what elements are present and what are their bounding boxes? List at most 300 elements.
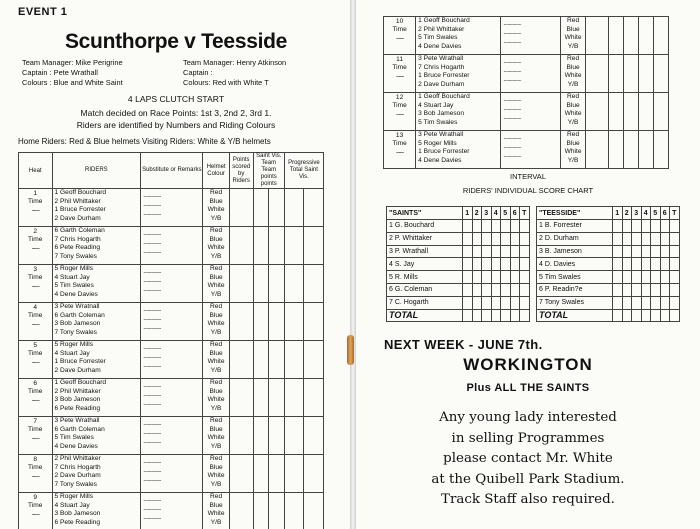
helmet-colour: White xyxy=(207,434,225,442)
rider-name: 4 Stuart Jay xyxy=(54,349,90,357)
score-cell xyxy=(632,258,642,271)
rider-name: 6 Pete Reading xyxy=(54,404,100,412)
rider-name: 5 Roger Mills xyxy=(54,265,94,272)
score-cell xyxy=(622,283,632,296)
heat-number: 10 xyxy=(395,18,404,25)
score-column-header: 4 xyxy=(491,207,501,220)
saint-team-points-cell xyxy=(253,303,269,341)
score-cell xyxy=(613,271,623,284)
rider-name: 2 Phil Whittaker xyxy=(54,197,101,205)
helmet-colour: Blue xyxy=(209,425,223,433)
substitute-dots: ..................... xyxy=(143,306,161,313)
helmet-colour-cell xyxy=(560,17,585,55)
rider-name: 5 Roger Mills xyxy=(54,493,94,500)
saint-team-points-cell xyxy=(253,265,269,303)
substitute-dots: ..................... xyxy=(143,429,161,436)
substitute-dots: ..................... xyxy=(503,67,521,74)
score-cell xyxy=(651,271,661,284)
time-dots: ......... xyxy=(31,472,40,479)
heat-row xyxy=(19,493,324,529)
time-label: Time xyxy=(28,426,43,433)
score-cell xyxy=(622,258,632,271)
substitute-cell xyxy=(141,341,203,379)
substitute-cell xyxy=(141,265,203,303)
heat-number: 4 xyxy=(33,304,38,311)
saint-team-points-cell xyxy=(609,55,624,93)
score-cell xyxy=(520,232,530,245)
score-cell xyxy=(622,245,632,258)
rider-name: 6 Pete Reading xyxy=(54,244,100,252)
heat-number: 12 xyxy=(395,94,404,101)
total-cell xyxy=(660,309,670,322)
time-label: Time xyxy=(392,140,407,147)
time-dots: ......... xyxy=(31,206,40,213)
rider-name: 5 Tim Swales xyxy=(418,118,458,126)
notice-line: Any young lady interested xyxy=(439,410,617,425)
riders-cell xyxy=(416,131,501,169)
score-cell xyxy=(463,283,473,296)
substitute-cell xyxy=(501,17,561,55)
score-cell xyxy=(670,271,680,284)
progressive-visitor-cell xyxy=(304,493,324,529)
rider-name: 2 Dave Durham xyxy=(54,366,101,374)
helmet-colour-cell xyxy=(560,93,585,131)
substitute-dots: ..................... xyxy=(503,58,521,65)
teesside-info xyxy=(183,58,286,88)
riders-cell xyxy=(52,189,141,227)
score-cell xyxy=(491,220,501,233)
saint-team-points-cell xyxy=(253,189,269,227)
score-rider-name: 4 D. Davies xyxy=(537,258,613,271)
score-cell xyxy=(520,245,530,258)
substitute-dots: ..................... xyxy=(503,29,521,36)
substitute-cell xyxy=(141,493,203,529)
score-chart-header xyxy=(387,207,530,220)
score-row xyxy=(537,245,680,258)
heat-table-continued xyxy=(383,16,669,169)
total-cell xyxy=(670,309,680,322)
score-rider-name: 2 D. Durham xyxy=(537,232,613,245)
helmet-colour: Blue xyxy=(209,463,223,471)
score-column-header: 1 xyxy=(613,207,623,220)
total-cell xyxy=(472,309,482,322)
helmet-colour: Red xyxy=(210,265,223,272)
score-cell xyxy=(632,271,642,284)
substitute-dots: ..................... xyxy=(143,420,161,427)
helmet-colour: Y/B xyxy=(567,42,579,50)
progressive-visitor-cell xyxy=(304,303,324,341)
score-cell xyxy=(660,220,670,233)
substitute-dots: ..................... xyxy=(143,400,161,407)
score-cell xyxy=(501,283,511,296)
total-cell xyxy=(613,309,623,322)
substitute-dots: ..................... xyxy=(503,143,521,150)
heat-number: 6 xyxy=(33,380,38,387)
score-cell xyxy=(632,220,642,233)
helmet-colour: White xyxy=(207,472,225,480)
progressive-visitor-cell xyxy=(304,227,324,265)
substitute-dots: ..................... xyxy=(143,496,161,503)
visitor-team-points-cell xyxy=(269,227,285,265)
heat-number: 13 xyxy=(395,132,404,139)
substitute-dots: ..................... xyxy=(143,210,161,217)
score-row xyxy=(537,271,680,284)
total-label: TOTAL xyxy=(537,309,613,322)
saint-team-points-cell xyxy=(609,93,624,131)
substitute-dots: ..................... xyxy=(503,105,521,112)
rider-name: 5 Roger Mills xyxy=(418,139,457,147)
helmet-colour: Y/B xyxy=(210,518,222,526)
teesside-manager: Team Manager: Henry Atkinson xyxy=(183,58,287,67)
score-rider-name: 5 R. Mills xyxy=(387,271,463,284)
helmet-colour: White xyxy=(564,72,582,80)
score-cell xyxy=(510,220,520,233)
time-dots: ......... xyxy=(395,72,404,79)
score-cell xyxy=(660,232,670,245)
points-cell xyxy=(229,303,253,341)
rider-name: 4 Dene Davies xyxy=(54,290,98,298)
time-dots: ......... xyxy=(31,434,40,441)
score-rider-name: 7 C. Hogarth xyxy=(387,296,463,309)
helmet-header: Helmet Colour xyxy=(203,153,229,189)
helmet-colour: Blue xyxy=(209,273,223,281)
score-rider-name: 6 G. Coleman xyxy=(387,283,463,296)
score-cell xyxy=(510,258,520,271)
score-cell xyxy=(660,283,670,296)
visitor-team-points-cell xyxy=(269,493,285,529)
score-cell xyxy=(651,245,661,258)
progressive-saint-cell xyxy=(639,55,654,93)
visitor-team-points-cell xyxy=(269,303,285,341)
heat-number: 7 xyxy=(33,418,38,425)
score-cell xyxy=(510,232,520,245)
rider-name: 3 Bob Jameson xyxy=(54,510,101,518)
progressive-visitor-cell xyxy=(304,341,324,379)
heat-number: 2 xyxy=(33,228,38,235)
substitute-dots: ..................... xyxy=(143,514,161,521)
substitute-dots: ..................... xyxy=(143,239,161,246)
score-cell xyxy=(463,220,473,233)
helmet-colour: White xyxy=(207,282,225,290)
score-row xyxy=(387,220,530,233)
score-rider-name: 3 P. Wrathall xyxy=(387,245,463,258)
rider-name: 5 Tim Swales xyxy=(54,434,94,442)
notice-line: Track Staff also required. xyxy=(441,492,615,507)
time-dots: ......... xyxy=(31,282,40,289)
rider-name: 2 Dave Durham xyxy=(54,472,101,480)
progressive-visitor-cell xyxy=(304,265,324,303)
score-cell xyxy=(651,220,661,233)
heat-row xyxy=(19,341,324,379)
total-cell xyxy=(651,309,661,322)
score-cell xyxy=(482,245,492,258)
score-cell xyxy=(491,296,501,309)
teesside-colours: Colours: Red with White T xyxy=(183,78,269,87)
total-cell xyxy=(510,309,520,322)
rider-name: 1 Geoff Bouchard xyxy=(54,379,107,386)
substitute-dots: ..................... xyxy=(143,438,161,445)
rider-name: 7 Chris Hogarth xyxy=(418,63,465,71)
helmet-colour: White xyxy=(207,358,225,366)
substitute-cell xyxy=(141,303,203,341)
score-cell xyxy=(482,271,492,284)
total-cell xyxy=(622,309,632,322)
helmet-colour: White xyxy=(564,34,582,42)
helmet-colour: White xyxy=(207,396,225,404)
helmet-colour: Red xyxy=(210,493,223,500)
progressive-visitor-cell xyxy=(304,379,324,417)
score-cell xyxy=(482,283,492,296)
score-column-header: 6 xyxy=(510,207,520,220)
progressive-saint-cell xyxy=(284,303,304,341)
time-label: Time xyxy=(28,350,43,357)
helmet-colour-cell xyxy=(203,265,229,303)
saint-team-points-cell xyxy=(253,455,269,493)
substitute-cell xyxy=(141,379,203,417)
rider-name: 2 Dave Durham xyxy=(54,214,101,222)
rider-name: 3 Pete Wratnall xyxy=(54,303,100,310)
heat-row xyxy=(19,227,324,265)
rider-name: 4 Dene Davies xyxy=(54,442,98,450)
score-cell xyxy=(632,283,642,296)
visitor-team-points-cell xyxy=(269,341,285,379)
heat-number-cell xyxy=(19,455,53,493)
score-cell xyxy=(641,258,651,271)
helmet-colour: Blue xyxy=(209,349,223,357)
time-label: Time xyxy=(28,464,43,471)
rider-name: 1 Bruce Forrester xyxy=(54,206,106,214)
points-cell xyxy=(586,131,609,169)
score-column-header: T xyxy=(670,207,680,220)
rider-name: 7 Chris Hogarth xyxy=(54,235,101,243)
score-column-header: 1 xyxy=(463,207,473,220)
heat-row xyxy=(19,265,324,303)
score-column-header: 5 xyxy=(651,207,661,220)
score-rider-name: 6 P. Readin?e xyxy=(537,283,613,296)
points-cell xyxy=(229,265,253,303)
substitute-dots: ..................... xyxy=(143,268,161,275)
score-cell xyxy=(491,258,501,271)
substitute-dots: ..................... xyxy=(503,96,521,103)
total-cell xyxy=(641,309,651,322)
score-cell xyxy=(463,245,473,258)
total-cell xyxy=(632,309,642,322)
heat-number-cell xyxy=(384,131,416,169)
points-cell xyxy=(229,493,253,529)
helmet-colour: Red xyxy=(210,455,223,462)
score-column-header: 2 xyxy=(622,207,632,220)
total-cell xyxy=(463,309,473,322)
rider-name: 4 Stuart Jay xyxy=(54,501,90,509)
score-cell xyxy=(670,232,680,245)
visitor-team-points-cell xyxy=(269,189,285,227)
score-cell xyxy=(491,271,501,284)
substitute-dots: ..................... xyxy=(503,38,521,45)
score-cell xyxy=(670,283,680,296)
score-cell xyxy=(501,220,511,233)
heat-row xyxy=(19,379,324,417)
helmet-colour: Red xyxy=(210,417,223,424)
score-cell xyxy=(501,232,511,245)
score-cell xyxy=(613,258,623,271)
helmet-colour-cell xyxy=(203,227,229,265)
heat-row xyxy=(19,417,324,455)
progressive-saint-cell xyxy=(284,265,304,303)
score-cell xyxy=(670,220,680,233)
visitor-team-points-cell xyxy=(624,93,639,131)
rider-name: 5 Tim Swales xyxy=(418,34,458,42)
substitute-dots: ..................... xyxy=(143,505,161,512)
heat-number: 3 xyxy=(33,266,38,273)
score-cell xyxy=(670,245,680,258)
score-row xyxy=(387,258,530,271)
score-cell xyxy=(632,296,642,309)
helmet-colour: Blue xyxy=(209,197,223,205)
score-cell xyxy=(641,296,651,309)
score-row xyxy=(387,296,530,309)
heat-number-cell xyxy=(19,303,53,341)
score-cell xyxy=(613,232,623,245)
substitute-dots: ..................... xyxy=(143,391,161,398)
heat-number: 11 xyxy=(396,56,404,63)
saint-team-points-cell xyxy=(253,417,269,455)
rider-name: 7 Tony Swales xyxy=(54,328,97,336)
points-cell xyxy=(229,189,253,227)
helmet-colour: White xyxy=(207,320,225,328)
score-row xyxy=(387,232,530,245)
riders-cell xyxy=(416,93,501,131)
substitute-dots: ..................... xyxy=(503,76,521,83)
staff-notice xyxy=(356,408,700,511)
substitute-dots: ..................... xyxy=(143,201,161,208)
helmet-colour-cell xyxy=(203,379,229,417)
progressive-header: Progressive Total Saint Vis. xyxy=(284,153,323,189)
heat-number-cell xyxy=(19,265,53,303)
time-dots: ......... xyxy=(31,320,40,327)
substitute-dots: ..................... xyxy=(143,315,161,322)
score-cell xyxy=(632,232,642,245)
helmet-colour: Blue xyxy=(209,235,223,243)
saint-team-points-cell xyxy=(253,379,269,417)
score-cell xyxy=(622,232,632,245)
score-cell xyxy=(501,245,511,258)
score-cell xyxy=(501,271,511,284)
score-cell xyxy=(660,258,670,271)
heat-number-cell xyxy=(19,227,53,265)
progressive-saint-cell xyxy=(639,17,654,55)
visitor-team-points-cell xyxy=(624,55,639,93)
helmet-colour-cell xyxy=(560,55,585,93)
heat-row xyxy=(384,55,669,93)
score-row xyxy=(387,271,530,284)
score-row xyxy=(537,296,680,309)
event-label: EVENT 1 xyxy=(18,6,68,18)
score-cell xyxy=(641,245,651,258)
helmet-colour: Y/B xyxy=(210,480,222,488)
riders-cell xyxy=(416,55,501,93)
rider-name: 1 Geoff Bouchard xyxy=(418,93,470,100)
heat-number: 5 xyxy=(33,342,38,349)
substitute-dots: ..................... xyxy=(143,353,161,360)
heat-number-cell xyxy=(19,341,53,379)
score-row xyxy=(387,283,530,296)
scunthorpe-colours: Colours : Blue and White Saint xyxy=(22,78,123,87)
score-cell xyxy=(472,258,482,271)
helmet-colour: Red xyxy=(210,189,223,196)
heat-number-cell xyxy=(384,17,416,55)
substitute-cell xyxy=(141,455,203,493)
score-cell xyxy=(520,296,530,309)
next-opponent: WORKINGTON xyxy=(463,355,593,374)
scunthorpe-captain: Captain : Pete Wrathall xyxy=(22,68,98,77)
plus-line: Plus ALL THE SAINTS xyxy=(466,382,590,394)
score-cell xyxy=(501,258,511,271)
time-dots: ......... xyxy=(395,110,404,117)
score-cell xyxy=(463,258,473,271)
score-cell xyxy=(613,220,623,233)
saint-team-points-cell xyxy=(253,341,269,379)
heat-row xyxy=(384,17,669,55)
visitor-team-points-cell xyxy=(624,17,639,55)
score-rider-name: 5 Tim Swales xyxy=(537,271,613,284)
heat-number-cell xyxy=(19,189,53,227)
score-cell xyxy=(613,296,623,309)
heat-row xyxy=(19,303,324,341)
helmet-colour: Red xyxy=(210,379,223,386)
heat-number-cell xyxy=(19,493,53,529)
helmet-colour: Blue xyxy=(209,311,223,319)
score-chart-title: RIDERS' INDIVIDUAL SCORE CHART xyxy=(462,186,594,195)
teesside-score-chart xyxy=(536,206,680,322)
points-cell xyxy=(586,17,609,55)
helmet-colour: Blue xyxy=(566,63,580,71)
points-cell xyxy=(229,455,253,493)
progressive-saint-cell xyxy=(284,455,304,493)
helmet-colour: Y/B xyxy=(210,442,222,450)
time-label: Time xyxy=(392,26,407,33)
score-cell xyxy=(510,271,520,284)
progressive-saint-cell xyxy=(639,93,654,131)
substitute-dots: ..................... xyxy=(503,134,521,141)
substitute-dots: ..................... xyxy=(143,458,161,465)
score-cell xyxy=(482,296,492,309)
score-cell xyxy=(613,283,623,296)
staple xyxy=(347,335,354,365)
rider-name: 6 Garth Coleman xyxy=(54,311,105,319)
score-cell xyxy=(463,271,473,284)
helmet-rule: Home Riders: Red & Blue helmets Visiting Riders: White & Y/B helmets xyxy=(18,137,271,146)
score-cell xyxy=(613,245,623,258)
score-cell xyxy=(491,232,501,245)
helmet-colour: Blue xyxy=(566,25,580,33)
score-cell xyxy=(651,283,661,296)
rider-name: 6 Garth Coleman xyxy=(54,227,105,234)
total-cell xyxy=(482,309,492,322)
points-cell xyxy=(229,417,253,455)
helmet-colour: Red xyxy=(210,227,223,234)
total-label: TOTAL xyxy=(387,309,463,322)
substitute-dots: ..................... xyxy=(143,277,161,284)
helmet-colour: Y/B xyxy=(210,328,222,336)
points-cell xyxy=(586,93,609,131)
points-cell xyxy=(229,379,253,417)
score-cell xyxy=(651,296,661,309)
heat-row xyxy=(384,93,669,131)
score-cell xyxy=(501,296,511,309)
rider-name: 3 Bob Jameson xyxy=(54,320,101,328)
score-cell xyxy=(520,271,530,284)
progressive-visitor-cell xyxy=(654,93,669,131)
